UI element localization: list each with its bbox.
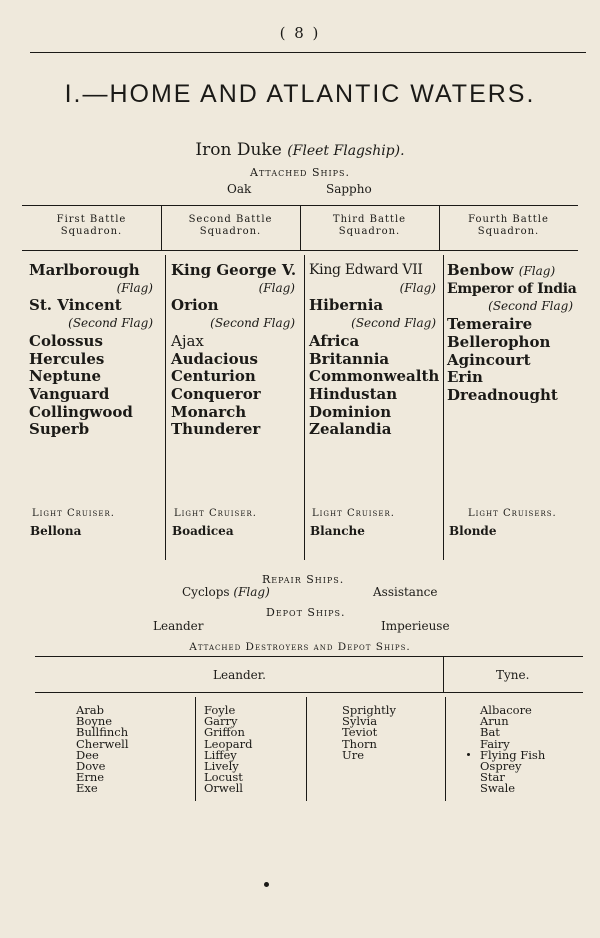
ship-name: Agincourt bbox=[447, 350, 531, 369]
heading-line: Squadron. bbox=[60, 226, 123, 237]
ink-mark bbox=[467, 753, 470, 756]
list-item: Ure bbox=[342, 747, 364, 762]
ship-name: Marlborough bbox=[29, 261, 140, 279]
list-item: Dove bbox=[76, 759, 106, 774]
list-item: Sylvia bbox=[342, 714, 378, 729]
flag-note: (Second Flag) bbox=[210, 316, 295, 331]
squadron-ships-first bbox=[29, 262, 159, 439]
light-cruiser-heading: Light Cruisers. bbox=[468, 508, 557, 519]
list-item: Sprightly bbox=[342, 703, 396, 717]
ship-name: Colossus bbox=[29, 331, 103, 350]
ship-name: Africa bbox=[309, 331, 360, 350]
ship-name: King Edward VII bbox=[309, 262, 423, 278]
list-item: Albacore bbox=[480, 703, 532, 717]
destroyers-header-rule bbox=[35, 692, 583, 693]
list-item: Foyle bbox=[204, 703, 236, 717]
ship-name: Erin bbox=[447, 368, 483, 387]
fleet-flagship bbox=[0, 140, 600, 160]
ship-name: Ajax bbox=[171, 331, 204, 350]
repair-ships-heading: Repair Ships. bbox=[262, 573, 345, 586]
attached-ships-heading: Attached Ships. bbox=[250, 166, 350, 179]
list-item: Erne bbox=[76, 770, 105, 785]
flag-note: (Second Flag) bbox=[68, 316, 153, 331]
heading-line: Second Battle bbox=[188, 214, 273, 225]
page-title: I.—HOME AND ATLANTIC WATERS. bbox=[64, 80, 536, 108]
destroyers-col-leander: Leander. bbox=[213, 668, 266, 682]
ship-name: Commonwealth bbox=[309, 367, 440, 386]
repair-ship bbox=[182, 585, 270, 599]
column-divider bbox=[304, 255, 305, 560]
ship-name: Thunderer bbox=[171, 420, 261, 439]
list-item: Flying Fish bbox=[480, 747, 546, 762]
list-item: Arab bbox=[76, 703, 105, 717]
light-cruiser: Bellona bbox=[30, 524, 82, 538]
ship-name: Dominion bbox=[309, 402, 392, 421]
table-header-rule bbox=[22, 250, 578, 251]
list-item: Teviot bbox=[342, 725, 378, 740]
ink-mark bbox=[264, 882, 269, 887]
squadron-ships-fourth bbox=[447, 262, 579, 405]
ship-name: Vanguard bbox=[29, 384, 110, 403]
flag-note: (Second Flag) bbox=[351, 316, 436, 331]
ship-name: King George V. bbox=[171, 261, 297, 279]
ship-name: Emperor of India bbox=[447, 280, 577, 297]
fleet-flagship-note: (Fleet Flagship). bbox=[287, 143, 405, 159]
heading-line: Squadron. bbox=[477, 226, 540, 237]
list-item: Leopard bbox=[204, 736, 253, 751]
depot-ship: Leander bbox=[153, 619, 204, 633]
light-cruiser-heading: Light Cruiser. bbox=[312, 508, 395, 519]
ship-name: Collingwood bbox=[29, 402, 133, 421]
ship-name: Dreadnought bbox=[447, 385, 558, 404]
list-item: Fairy bbox=[480, 736, 510, 751]
flag-note: (Flag) bbox=[399, 280, 436, 295]
depot-ships-heading: Depot Ships. bbox=[266, 606, 346, 619]
attached-ship: Sappho bbox=[326, 182, 372, 196]
heading-line: Squadron. bbox=[338, 226, 401, 237]
light-cruiser-heading: Light Cruiser. bbox=[32, 508, 115, 519]
ship-name: Zealandia bbox=[309, 420, 392, 439]
destroyer-list-leander-3 bbox=[342, 705, 396, 761]
heading-line: Squadron. bbox=[199, 226, 262, 237]
squadron-heading-second bbox=[161, 214, 300, 238]
column-divider bbox=[443, 255, 444, 560]
destroyers-heading: Attached Destroyers and Depot Ships. bbox=[189, 641, 411, 653]
heading-line: Third Battle bbox=[332, 214, 407, 225]
column-divider bbox=[165, 255, 166, 560]
ship-name: Audacious bbox=[171, 349, 258, 368]
list-item: Locust bbox=[204, 770, 243, 785]
ship-name: St. Vincent bbox=[29, 296, 122, 315]
repair-ship-name: Cyclops bbox=[182, 585, 230, 599]
top-rule bbox=[30, 52, 586, 53]
fleet-flagship-name: Iron Duke bbox=[195, 140, 282, 160]
squadron-heading-fourth bbox=[439, 214, 578, 238]
list-item: Orwell bbox=[204, 781, 243, 796]
ship-name: Britannia bbox=[309, 349, 390, 368]
list-item: Swale bbox=[480, 781, 516, 796]
ship-name: Centurion bbox=[171, 367, 256, 386]
list-item: Dee bbox=[76, 747, 99, 762]
flag-note: (Flag) bbox=[518, 264, 556, 278]
ship-name: Hercules bbox=[29, 349, 105, 368]
ship-name: Temeraire bbox=[447, 315, 533, 334]
list-item: Bullfinch bbox=[76, 725, 129, 740]
list-item: Thorn bbox=[342, 736, 377, 751]
list-item: Garry bbox=[204, 714, 238, 729]
ship-name-text: Benbow bbox=[447, 261, 514, 279]
attached-ship: Oak bbox=[227, 182, 252, 196]
destroyer-list-leander-1 bbox=[76, 705, 129, 795]
page-number: ( 8 ) bbox=[279, 24, 321, 42]
list-item: Lively bbox=[204, 759, 239, 774]
light-cruiser: Boadicea bbox=[172, 524, 234, 538]
flag-note: (Flag) bbox=[258, 280, 295, 295]
ship-name bbox=[447, 262, 579, 281]
ship-name: Hibernia bbox=[309, 296, 384, 315]
destroyer-list-tyne bbox=[480, 705, 545, 795]
ship-name: Bellerophon bbox=[447, 332, 551, 351]
list-item: Star bbox=[480, 770, 505, 785]
destroyers-top-rule bbox=[35, 656, 583, 657]
flag-note: (Flag) bbox=[116, 280, 153, 295]
list-item: Osprey bbox=[480, 759, 522, 774]
ship-name: Neptune bbox=[29, 367, 102, 386]
squadron-ships-third bbox=[309, 262, 442, 439]
list-item: Bat bbox=[480, 725, 500, 740]
repair-ship: Assistance bbox=[373, 585, 438, 599]
list-item: Griffon bbox=[204, 725, 245, 740]
light-cruiser-heading: Light Cruiser. bbox=[174, 508, 257, 519]
heading-line: First Battle bbox=[56, 214, 127, 225]
ship-name: Monarch bbox=[171, 402, 247, 421]
list-item: Arun bbox=[480, 714, 509, 729]
column-divider bbox=[445, 697, 446, 801]
column-divider bbox=[443, 656, 444, 692]
destroyers-col-tyne: Tyne. bbox=[496, 668, 530, 682]
list-item: Boyne bbox=[76, 714, 113, 729]
ship-name: Orion bbox=[171, 296, 219, 315]
ship-name: Hindustan bbox=[309, 384, 398, 403]
list-item: Cherwell bbox=[76, 736, 129, 751]
squadron-heading-first bbox=[22, 214, 161, 238]
repair-ship-note: (Flag) bbox=[233, 585, 270, 599]
depot-ship: Imperieuse bbox=[381, 619, 450, 633]
column-divider bbox=[306, 697, 307, 801]
list-item: Liffey bbox=[204, 747, 237, 762]
light-cruiser: Blanche bbox=[310, 524, 365, 538]
light-cruiser: Blonde bbox=[449, 524, 497, 538]
destroyer-list-leander-2 bbox=[204, 705, 252, 795]
flag-note: (Second Flag) bbox=[488, 299, 573, 314]
column-divider bbox=[195, 697, 196, 801]
ship-name: Conqueror bbox=[171, 384, 261, 403]
ship-name: Superb bbox=[29, 420, 90, 439]
squadron-heading-third bbox=[300, 214, 439, 238]
heading-line: Fourth Battle bbox=[468, 214, 549, 225]
list-item: Exe bbox=[76, 781, 98, 796]
squadron-ships-second bbox=[171, 262, 301, 439]
